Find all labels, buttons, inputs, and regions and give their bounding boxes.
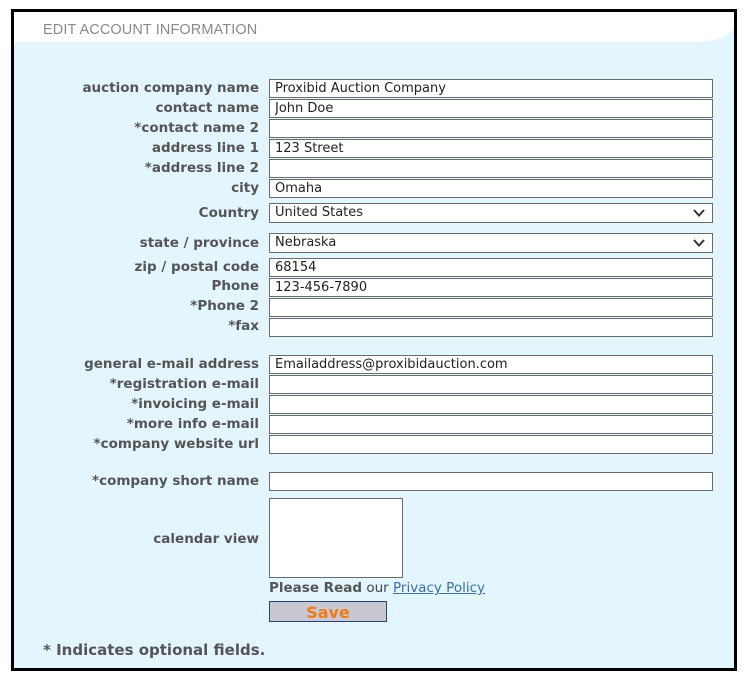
address-line-2-input[interactable] [269,159,713,178]
contact-name-input[interactable] [269,99,713,118]
privacy-notice [269,580,485,596]
label-phone: Phone [211,278,259,294]
state-selected-value: Nebraska [275,235,337,250]
privacy-policy-link[interactable]: Privacy Policy [392,580,485,596]
optional-fields-footnote: * Indicates optional fields. [43,641,266,659]
company-website-url-input[interactable] [269,435,713,454]
label-fax: *fax [228,318,259,334]
country-selected-value: United States [275,205,364,220]
label-calendar-view: calendar view [153,531,259,547]
contact-name-2-input[interactable] [269,119,713,138]
general-email-input[interactable] [269,355,713,374]
please-read-text: Please Read [269,580,363,596]
phone-input[interactable] [269,278,713,297]
address-line-1-input[interactable] [269,139,713,158]
save-button[interactable]: Save [269,601,387,622]
fax-input[interactable] [269,318,713,337]
invoicing-email-input[interactable] [269,395,713,414]
label-country: Country [198,205,259,221]
label-address-line-2: *address line 2 [144,160,259,176]
city-input[interactable] [269,179,713,198]
label-auction-company-name: auction company name [82,80,259,96]
label-registration-email: *registration e-mail [109,376,259,392]
label-state-province: state / province [139,235,259,251]
chevron-down-icon [692,236,706,250]
country-select[interactable] [269,203,713,223]
label-general-email: general e-mail address [84,356,259,372]
label-company-short-name: *company short name [92,473,259,489]
chevron-down-icon [692,206,706,220]
state-province-select[interactable] [269,233,713,253]
page-title: EDIT ACCOUNT INFORMATION [43,22,258,38]
label-more-info-email: *more info e-mail [126,416,259,432]
label-address-line-1: address line 1 [151,140,259,156]
label-company-website-url: *company website url [93,436,259,452]
zip-postal-code-input[interactable] [269,258,713,277]
label-invoicing-email: *invoicing e-mail [131,396,259,412]
more-info-email-input[interactable] [269,415,713,434]
label-phone-2: *Phone 2 [190,298,259,314]
label-contact-name-2: *contact name 2 [134,120,259,136]
registration-email-input[interactable] [269,375,713,394]
account-form-window [11,9,737,671]
phone-2-input[interactable] [269,298,713,317]
label-city: city [231,180,259,196]
calendar-view-box[interactable] [269,498,403,578]
form-panel [14,12,734,668]
label-zip-postal-code: zip / postal code [134,259,259,275]
label-contact-name: contact name [155,100,259,116]
auction-company-name-input[interactable] [269,79,713,98]
company-short-name-input[interactable] [269,472,713,491]
our-text: our [366,580,389,596]
